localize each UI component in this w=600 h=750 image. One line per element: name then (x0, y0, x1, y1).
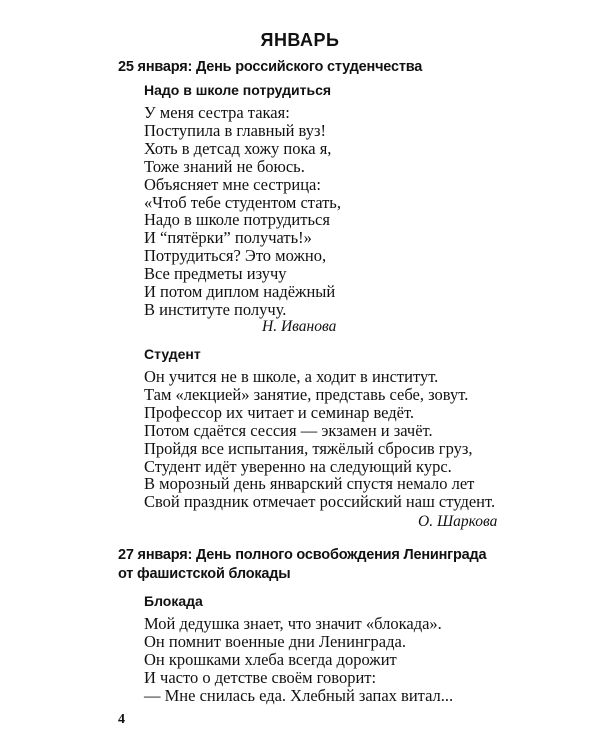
verse-line: Мой дедушка знает, что значит «блокада». (144, 614, 442, 633)
verse-line: И часто о детстве своём говорит: (144, 667, 377, 687)
poem-text (144, 104, 341, 319)
verse-line: Надо в школе потрудиться (144, 210, 330, 230)
verse-line: В морозный день январский спустя немало лет (144, 474, 475, 494)
poem-text (144, 615, 453, 705)
poem-author: Н. Иванова (262, 318, 337, 335)
verse-line: У меня сестра такая: (144, 103, 290, 122)
poem-author: О. Шаркова (418, 513, 498, 530)
section-heading-line: 27 января: День полного освобождения Ленинграда (118, 547, 487, 563)
verse-line: Он помнит военные дни Ленинграда. (144, 631, 406, 651)
verse-line: Потрудиться? Это можно, (144, 246, 327, 266)
poem-title: Блокада (144, 593, 203, 609)
verse-line: Тоже знаний не боюсь. (144, 156, 305, 176)
verse-line: Студент идёт уверенно на следующий курс. (144, 456, 452, 476)
page-number: 4 (118, 712, 125, 727)
verse-line: И потом диплом надёжный (144, 282, 336, 302)
poem-text (144, 368, 495, 511)
section-heading-jan-27 (118, 546, 486, 584)
verse-line: Он учится не в школе, а ходит в институт. (144, 367, 439, 386)
verse-line: Он крошками хлеба всегда дорожит (144, 649, 397, 669)
verse-line: В институте получу. (144, 299, 287, 319)
month-heading: ЯНВАРЬ (260, 30, 340, 50)
verse-line: — Мне снилась еда. Хлебный запах витал... (144, 685, 454, 705)
poem-title: Студент (144, 346, 201, 362)
verse-line: Поступила в главный вуз! (144, 120, 327, 140)
verse-line: Пройдя все испытания, тяжёлый сбросив груз, (144, 438, 473, 458)
verse-line: Свой праздник отмечает российский наш студент. (144, 492, 496, 512)
verse-line: Объясняет мне сестрица: (144, 174, 321, 194)
verse-line: Профессор их читает и семинар ведёт. (144, 402, 415, 422)
verse-line: Хоть в детсад хожу пока я, (144, 138, 332, 158)
verse-line: Все предметы изучу (144, 264, 287, 284)
poem-title: Надо в школе потрудиться (144, 82, 332, 98)
verse-line: «Чтоб тебе студентом стать, (144, 192, 341, 212)
verse-line: И “пятёрки” получать!» (144, 228, 312, 248)
verse-line: Там «лекцией» занятие, представь себе, зовут. (144, 384, 469, 404)
section-heading-jan-25: 25 января: День российского студенчества (118, 59, 423, 75)
section-heading-line: от фашистской блокады (118, 566, 291, 582)
verse-line: Потом сдаётся сессия — экзамен и зачёт. (144, 420, 433, 440)
